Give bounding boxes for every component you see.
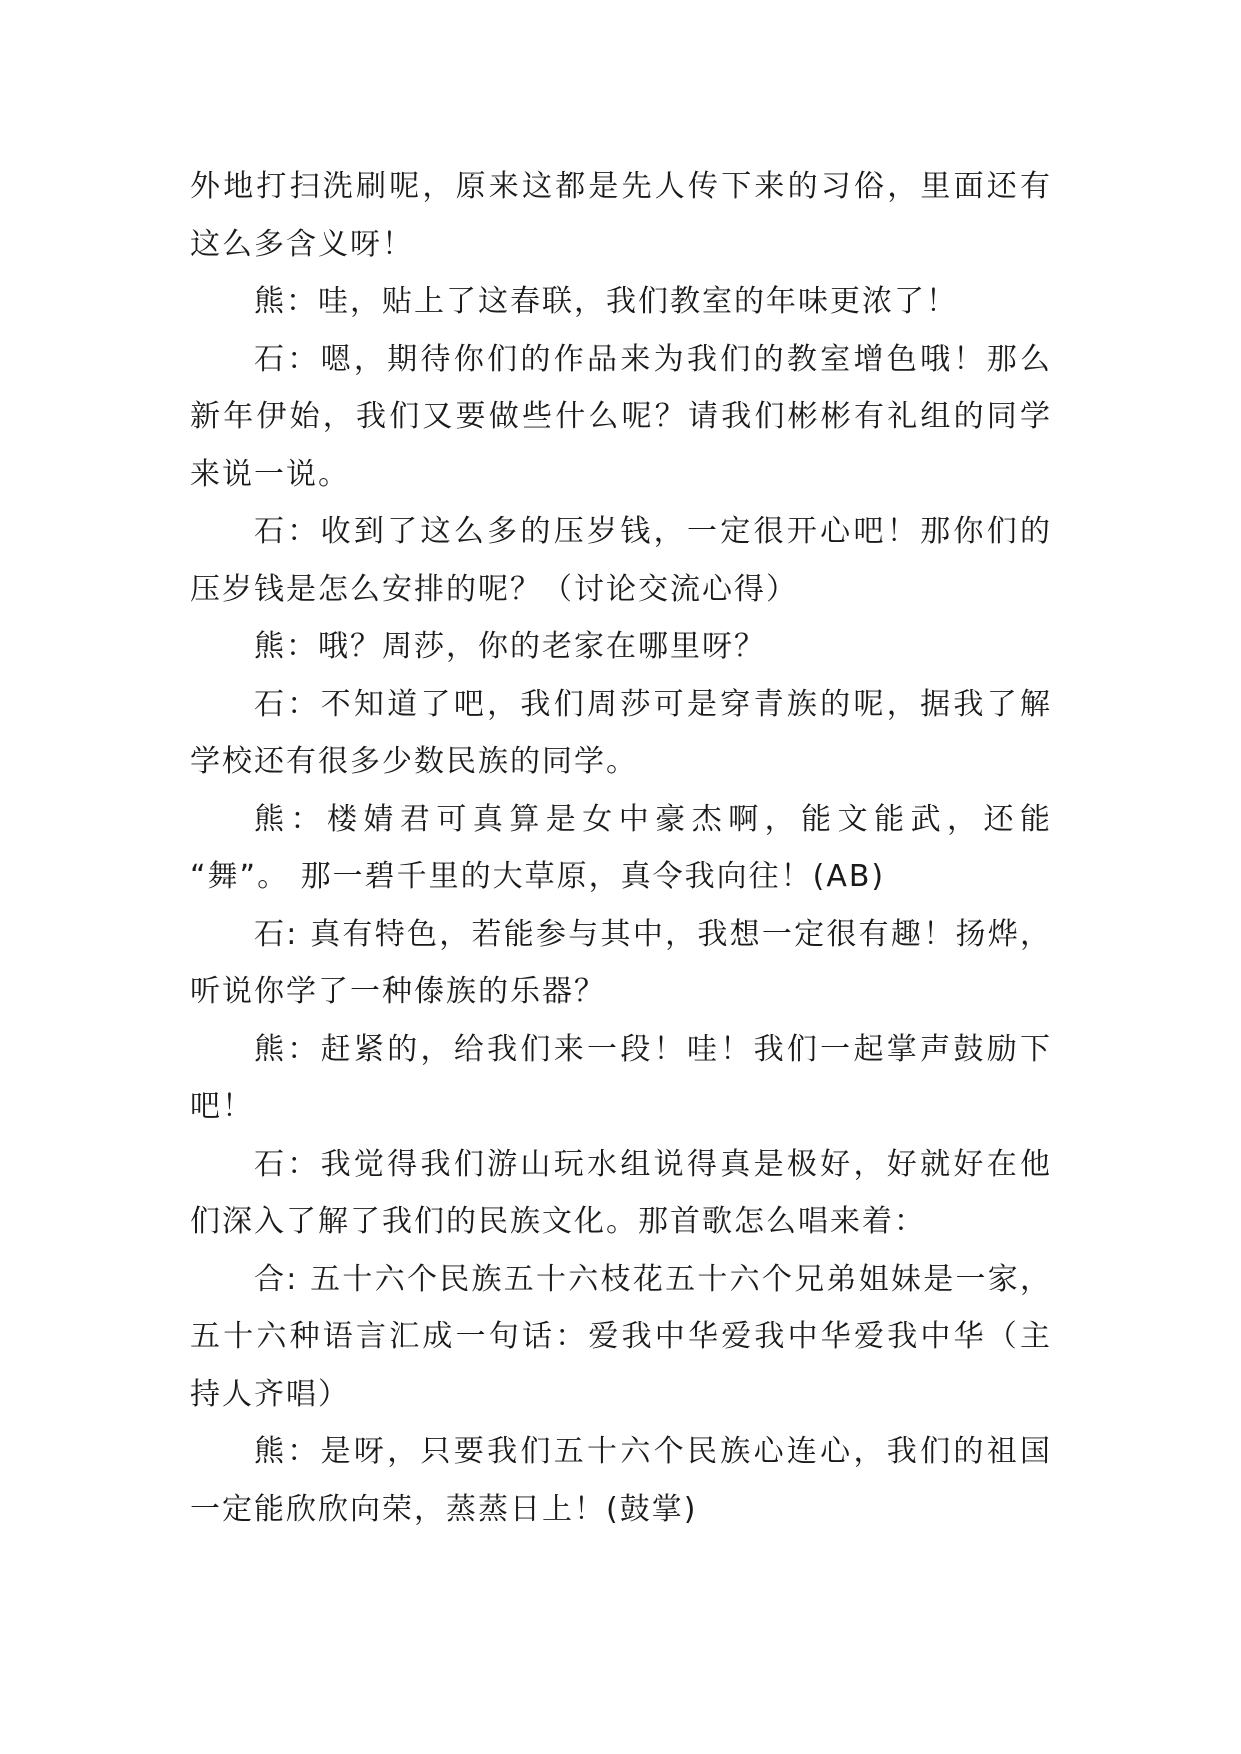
text-line: 石: 真有特色，若能参与其中，我想一定很有趣！扬烨， — [254, 916, 1052, 952]
paragraph-12 — [190, 1423, 1052, 1538]
paragraph-4 — [190, 503, 1052, 618]
text-line: 熊：哦？周莎，你的老家在哪里呀？ — [254, 629, 766, 664]
text-line: 吧！ — [190, 1089, 254, 1124]
text-line: 石：我觉得我们游山玩水组说得真是极好，好就好在他 — [254, 1146, 1052, 1182]
paragraph-11 — [190, 1251, 1052, 1424]
text-line: 石：收到了这么多的压岁钱，一定很开心吧！那你们的 — [254, 514, 1052, 549]
document-body — [190, 158, 1052, 1538]
text-line: 们深入了解了我们的民族文化。那首歌怎么唱来着： — [190, 1204, 926, 1239]
text-line: 听说你学了一种傣族的乐器？ — [190, 974, 606, 1009]
text-line: 这么多含义呀！ — [190, 226, 414, 262]
text-line: 外地打扫洗刷呢，原来这都是先人传下来的习俗，里面还有 — [190, 169, 1052, 204]
text-line: 熊：楼婧君可真算是女中豪杰啊，能文能武，还能 — [254, 801, 1052, 837]
paragraph-2 — [190, 273, 1052, 331]
text-line: 熊：是呀，只要我们五十六个民族心连心，我们的祖国 — [254, 1434, 1052, 1469]
text-line: 一定能欣欣向荣，蒸蒸日上！(鼓掌) — [190, 1491, 698, 1527]
paragraph-6 — [190, 676, 1052, 791]
text-line: 五十六种语言汇成一句话：爱我中华爱我中华爱我中华（主 — [190, 1319, 1052, 1354]
paragraph-10 — [190, 1136, 1052, 1251]
text-line: 石：嗯，期待你们的作品来为我们的教室增色哦！那么 — [254, 341, 1052, 377]
text-line: 合: 五十六个民族五十六枝花五十六个兄弟姐妹是一家， — [254, 1261, 1052, 1297]
text-line: 石：不知道了吧，我们周莎可是穿青族的呢，据我了解 — [254, 686, 1052, 722]
text-line: 持人齐唱） — [190, 1376, 350, 1412]
paragraph-9 — [190, 1021, 1052, 1136]
text-line: 学校还有很多少数民族的同学。 — [190, 744, 638, 779]
text-line: 压岁钱是怎么安排的呢？（讨论交流心得） — [190, 571, 798, 607]
text-line: 新年伊始，我们又要做些什么呢？请我们彬彬有礼组的同学 — [190, 399, 1052, 434]
text-line: 熊：赶紧的，给我们来一段！哇！我们一起掌声鼓励下 — [254, 1031, 1052, 1067]
text-line: 熊：哇，贴上了这春联，我们教室的年味更浓了！ — [254, 284, 958, 319]
text-line: 来说一说。 — [190, 456, 350, 492]
paragraph-5 — [190, 618, 1052, 676]
text-line: “舞”。 那一碧千里的大草原，真令我向往！(AB) — [190, 859, 886, 894]
paragraph-8 — [190, 906, 1052, 1021]
paragraph-3 — [190, 331, 1052, 504]
paragraph-7 — [190, 791, 1052, 906]
paragraph-1 — [190, 158, 1052, 273]
